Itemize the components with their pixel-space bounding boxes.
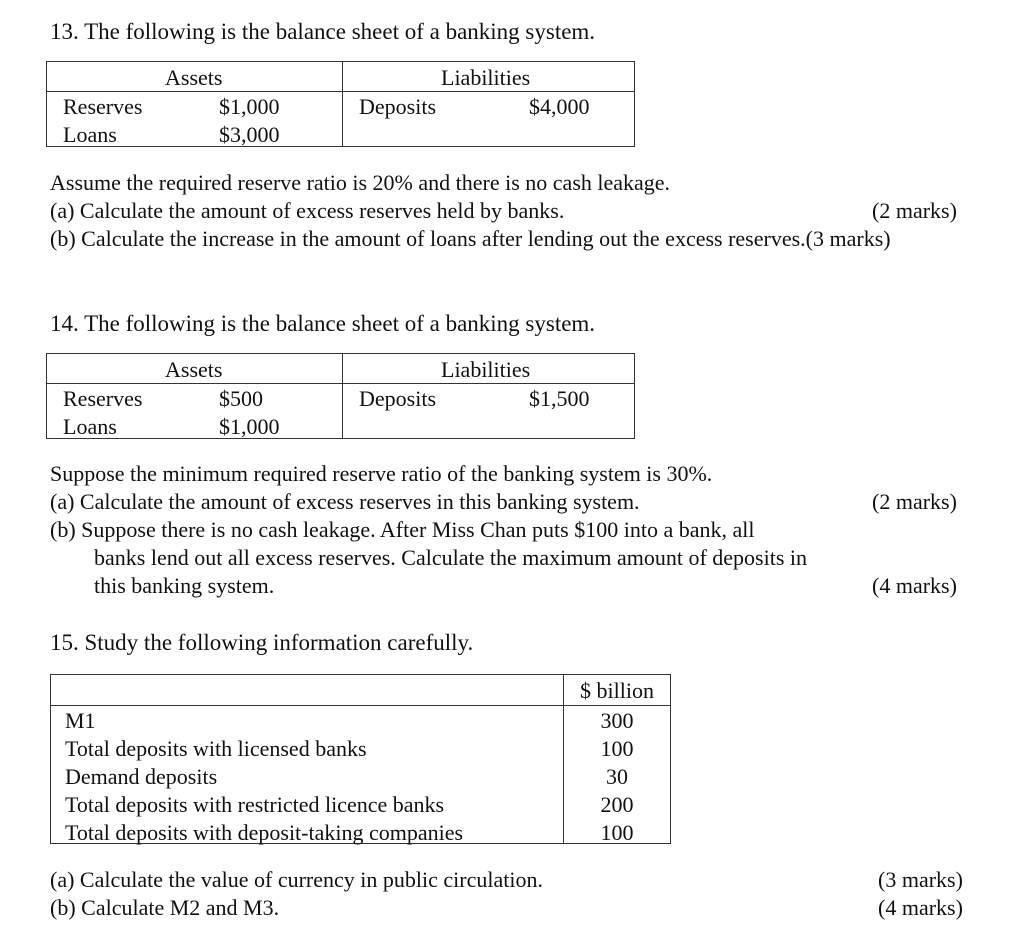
q14-loans-value: $1,000 (219, 414, 280, 439)
q15-row-restricted-value: 200 (600, 792, 634, 817)
q15-row-m1-label: M1 (65, 708, 96, 733)
q15-money-table (50, 674, 671, 844)
q14-deposits-value: $1,500 (529, 386, 590, 411)
q14-part-b-marks: (4 marks) (872, 573, 957, 598)
q13-reserves-label: Reserves (63, 94, 143, 119)
q15-part-b: (b) Calculate M2 and M3. (50, 895, 280, 920)
q15-row-dtc-value: 100 (600, 820, 634, 845)
q14-part-a: (a) Calculate the amount of excess reserves in this banking system. (50, 489, 640, 514)
q14-balance-sheet (46, 353, 635, 439)
q14-heading: 14. The following is the balance sheet of a banking system. (50, 311, 596, 336)
q15-row-demand-label: Demand deposits (65, 764, 218, 789)
q13-heading: 13. The following is the balance sheet of a banking system. (50, 19, 596, 44)
q14-reserves-value: $500 (219, 386, 263, 411)
q13-liabilities-header: Liabilities (441, 65, 531, 90)
q13-deposits-label: Deposits (359, 94, 436, 119)
q13-reserves-value: $1,000 (219, 94, 280, 119)
q13-part-a: (a) Calculate the amount of excess reserves held by banks. (50, 198, 565, 223)
q13-balance-sheet (46, 61, 635, 147)
q13-loans-label: Loans (63, 122, 117, 147)
q15-row-restricted-label: Total deposits with restricted licence banks (65, 792, 445, 817)
q14-part-b-line2: banks lend out all excess reserves. Calculate the maximum amount of deposits in (94, 545, 807, 570)
q15-row-licensed-value: 100 (600, 736, 634, 761)
q15-heading: 15. Study the following information carefully. (50, 630, 474, 655)
q14-reserves-label: Reserves (63, 386, 143, 411)
q13-part-a-marks: (2 marks) (872, 198, 957, 223)
q15-row-licensed-label: Total deposits with licensed banks (65, 736, 367, 761)
q13-part-b: (b) Calculate the increase in the amount of loans after lending out the excess reserves.(3 marks) (50, 226, 891, 251)
q14-assumption: Suppose the minimum required reserve ratio of the banking system is 30%. (50, 461, 713, 486)
q15-unit-header: $ billion (580, 678, 654, 703)
q13-assumption: Assume the required reserve ratio is 20% and there is no cash leakage. (50, 170, 671, 195)
q15-part-a: (a) Calculate the value of currency in public circulation. (50, 867, 543, 892)
q14-part-a-marks: (2 marks) (872, 489, 957, 514)
q15-part-a-marks: (3 marks) (878, 867, 963, 892)
q14-part-b-line3: this banking system. (94, 573, 275, 598)
q14-part-b-line1: (b) Suppose there is no cash leakage. After Miss Chan puts $100 into a bank, all (50, 517, 755, 542)
q15-row-m1-value: 300 (600, 708, 634, 733)
q13-deposits-value: $4,000 (529, 94, 590, 119)
q15-part-b-marks: (4 marks) (878, 895, 963, 920)
q14-liabilities-header: Liabilities (441, 357, 531, 382)
q15-row-demand-value: 30 (606, 764, 628, 789)
q13-assets-header: Assets (165, 65, 223, 90)
q14-assets-header: Assets (165, 357, 223, 382)
q15-row-dtc-label: Total deposits with deposit-taking companies (65, 820, 464, 845)
q14-deposits-label: Deposits (359, 386, 436, 411)
q14-loans-label: Loans (63, 414, 117, 439)
q13-loans-value: $3,000 (219, 122, 280, 147)
